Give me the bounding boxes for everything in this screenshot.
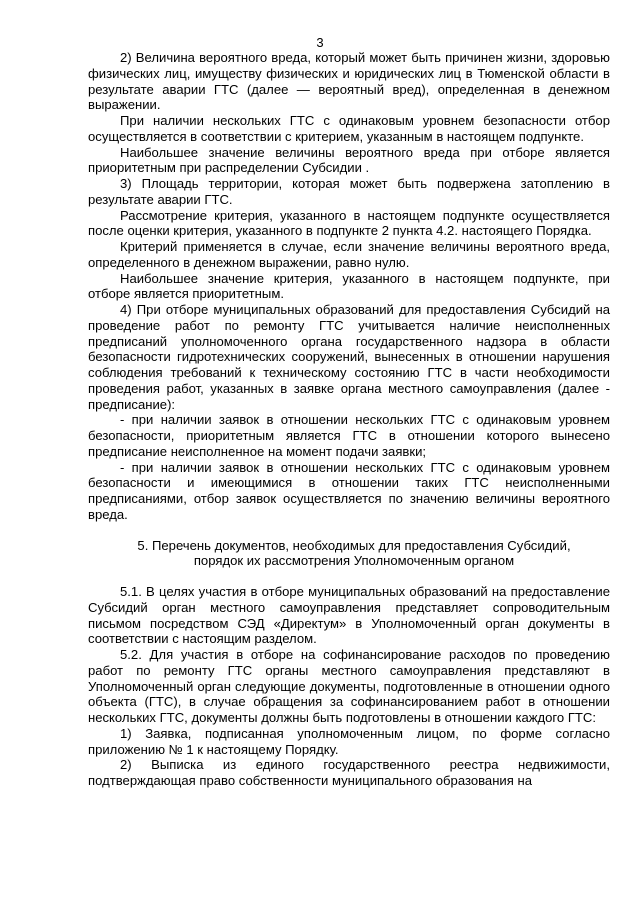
page-number: 3	[316, 35, 324, 50]
paragraph-criterion-applies: Критерий применяется в случае, если значение величины вероятного вреда, определенного в денежном выражении, равно нулю.	[88, 239, 610, 270]
paragraph-criterion-priority: Наибольшее значение критерия, указанного в настоящем подпункте, при отборе является приоритетным.	[88, 270, 610, 302]
document-body	[88, 50, 610, 789]
paragraph-equal-safety-selection: При наличии нескольких ГТС с одинаковым уровнем безопасности отбор осуществляется в соответствии с критерием, указанным в настоящем подпункте.	[88, 113, 610, 144]
paragraph-probable-damage: 2) Величина вероятного вреда, который может быть причинен жизни, здоровью физических лиц, имуществу физических и юридических лиц в Тюменской области в результате аварии ГТС (далее — вероятный вред), определенная в денежном выражении.	[88, 50, 610, 113]
paragraph-unfulfilled-orders: 4) При отборе муниципальных образований для предоставления Субсидий на проведение работ по ремонту ГТС учитывается наличие неисполненных предписаний уполномоченного органа государственного надзора в области безопасности гидротехнических сооружений, вынесенных в отношении нарушения соблюдения требований к техническому состоянию ГТС в части необходимости проведения работ, указанных в заявке органа местного самоуправления (далее - предписание):	[88, 302, 610, 412]
list-item-registry-extract: 2) Выписка из единого государственного реестра недвижимости, подтверждающая право собственности муниципального образования на	[88, 757, 610, 788]
section-title-line-2: порядок их рассмотрения Уполномоченным органом	[193, 553, 515, 569]
list-item-application: 1) Заявка, подписанная уполномоченным лицом, по форме согласно приложению № 1 к настоящему Порядку.	[88, 725, 610, 757]
section-heading	[88, 538, 610, 570]
section-title-line-1: 5. Перечень документов, необходимых для предоставления Субсидий,	[137, 537, 571, 553]
list-item-order-damage: - при наличии заявок в отношении нескольких ГТС с одинаковым уровнем безопасности и имеющимися в отношении таких ГТС неисполненными предписаниями, отбор заявок осуществляется по значению величины вероятного вреда.	[88, 459, 610, 522]
paragraph-5-2: 5.2. Для участия в отборе на софинансирование расходов по проведению работ по ремонту ГТС органы местного самоуправления представляют в Уполномоченный орган следующие документы, подготовленные в отношении одного объекта (ГТС), в случае обращения за софинансированием работ в отношении нескольких ГТС, документы должны быть подготовлены в отношении каждого ГТС:	[88, 647, 610, 725]
paragraph-flood-area: 3) Площадь территории, которая может быть подвержена затоплению в результате аварии ГТС.	[88, 176, 610, 207]
paragraph-5-1: 5.1. В целях участия в отборе муниципальных образований на предоставление Субсидий орган местного самоуправления представляет сопроводительным письмом посредством СЭД «Директум» в Уполномоченный орган документы в соответствии с настоящим разделом.	[88, 584, 610, 647]
paragraph-criterion-review: Рассмотрение критерия, указанного в настоящем подпункте осуществляется после оценки критерия, указанного в подпункте 2 пункта 4.2. настоящего Порядка.	[88, 207, 610, 239]
list-item-order-priority: - при наличии заявок в отношении нескольких ГТС с одинаковым уровнем безопасности, приоритетным является ГТС в отношении которого вынесено предписание неисполненное на момент подачи заявки;	[88, 412, 610, 459]
paragraph-damage-priority: Наибольшее значение величины вероятного вреда при отборе является приоритетным при распределении Субсидии .	[88, 144, 610, 176]
